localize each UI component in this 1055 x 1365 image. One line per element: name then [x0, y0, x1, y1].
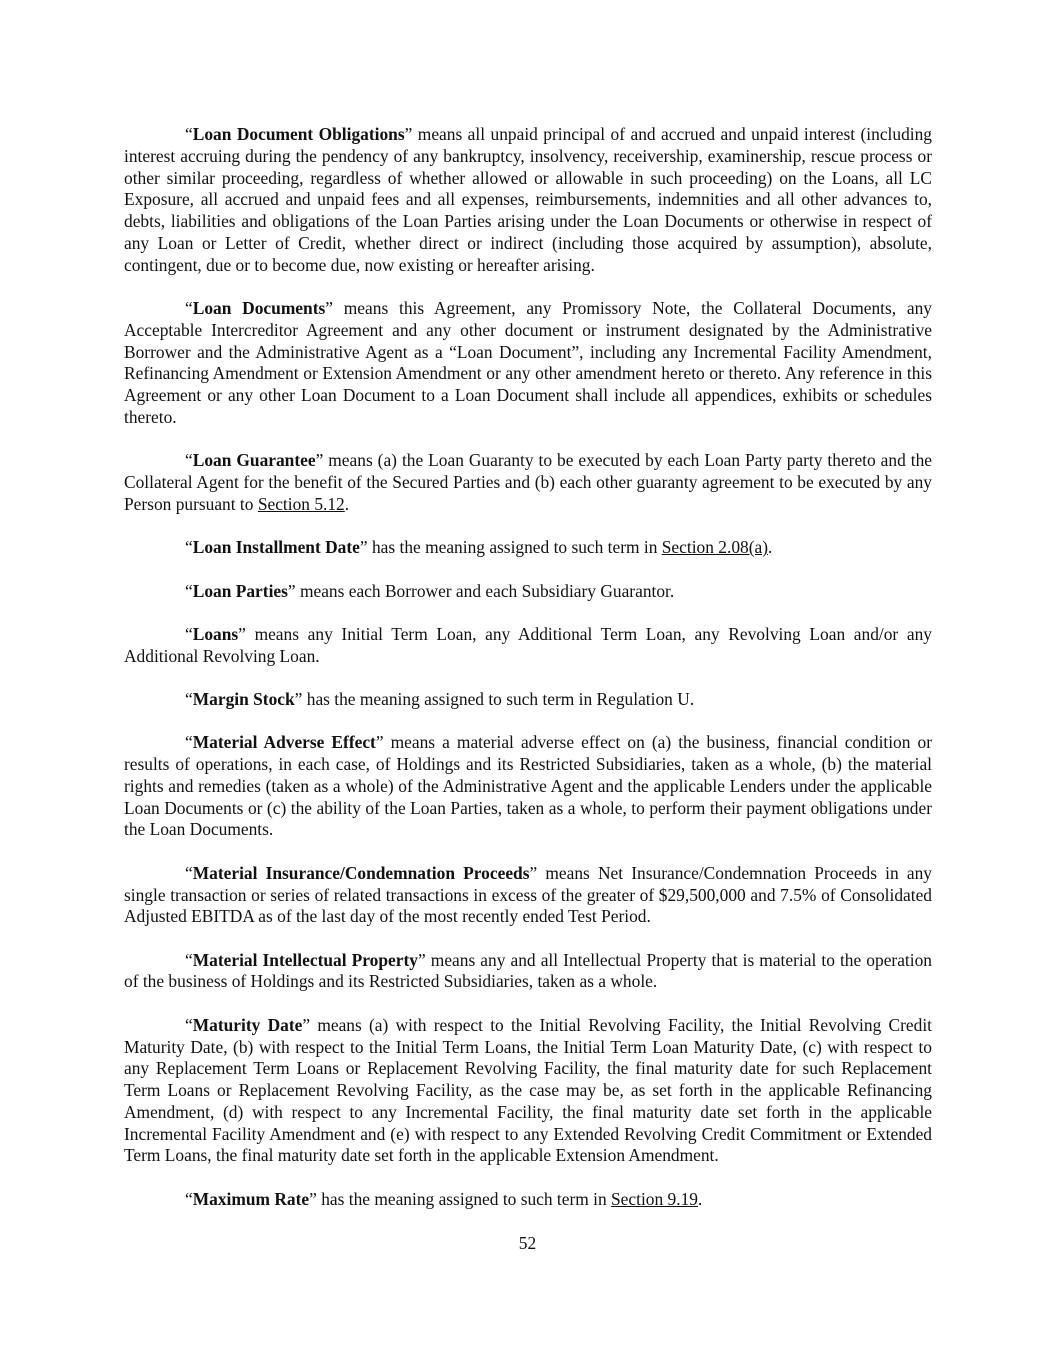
definition-loan-document-obligations: “Loan Document Obligations” means all unpaid principal of and accrued and unpaid interest (including interest accruing during the pendency of any bankruptcy, insolvency, receivership, examinership, rescue process or other similar proceeding, regardless of whether allowed or allowable in such proceeding) on the Loans, all LC Exposure, all accrued and unpaid fees and all expenses, reimbursements, indemnities and all other advances to, debts, liabilities and obligations of the Loan Parties arising under the Loan Documents or otherwise in respect of any Loan or Letter of Credit, whether direct or indirect (including those acquired by assumption), absolute, contingent, due or to become due, now existing or hereafter arising.	[124, 124, 932, 275]
definition-loan-guarantee: “Loan Guarantee” means (a) the Loan Guaranty to be executed by each Loan Party party thereto and the Collateral Agent for the benefit of the Secured Parties and (b) each other guaranty agreement to be executed by any Person pursuant to Section 5.12.	[124, 450, 933, 514]
defined-term: Loan Parties	[192, 580, 288, 601]
definition-text: has the meaning assigned to such term in	[316, 1188, 612, 1209]
definition-text: means any and all Intellectual Property that is material to the operation of the business of Holdings and its Restricted Subsidiaries, taken as a whole.	[124, 949, 932, 992]
defined-term: Maturity Date	[192, 1014, 303, 1035]
section-reference-link[interactable]: Section 9.19	[611, 1188, 698, 1209]
defined-term: Material Adverse Effect	[192, 732, 376, 753]
definition-text: has the meaning assigned to such term in Regulation U.	[302, 688, 695, 709]
document-page	[124, 124, 932, 1232]
definition-material-intellectual-property: “Material Intellectual Property” means any and all Intellectual Property that is material to the operation of the business of Holdings and its Restricted Subsidiaries, taken as a whole.	[124, 949, 932, 992]
section-reference-link[interactable]: Section 2.08(a)	[661, 537, 769, 558]
defined-term: Loan Installment Date	[192, 537, 360, 558]
definition-material-insurance-condemnation-proceeds: “Material Insurance/Condemnation Proceeds” means Net Insurance/Condemnation Proceeds in any single transaction or series of related transactions in excess of the greater of $29,500,000 and 7.5% of Consolidated Adjusted EBITDA as of the last day of the most recently ended Test Period.	[124, 862, 932, 927]
definition-loan-installment-date: “Loan Installment Date” has the meaning assigned to such term in Section 2.08(a).	[185, 537, 773, 558]
definition-text: means any Initial Term Loan, any Additional Term Loan, any Revolving Loan and/or any Additional Revolving Loan.	[124, 623, 932, 666]
definition-margin-stock: “Margin Stock” has the meaning assigned to such term in Regulation U.	[185, 688, 695, 709]
definition-text: means all unpaid principal of and accrued and unpaid interest (including interest accruing during the pendency of any bankruptcy, insolvency, receivership, examinership, rescue process or other similar proceeding, regardless of whether allowed or allowable in such proceeding) on the Loans, all LC Exposure, all accrued and unpaid fees and all expenses, reimbursements, indemnities and all other advances to, debts, liabilities and obligations of the Loan Parties arising under the Loan Documents or otherwise in respect of any Loan or Letter of Credit, whether direct or indirect (including those acquired by assumption), absolute, contingent, due or to become due, now existing or hereafter arising.	[124, 124, 932, 275]
definition-maturity-date: “Maturity Date” means (a) with respect to the Initial Revolving Facility, the Initial Revolving Credit Maturity Date, (b) with respect to the Initial Term Loans, the Initial Term Loan Maturity Date, (c) with respect to any Replacement Term Loans or Replacement Revolving Facility, the final maturity date for such Replacement Term Loans or Replacement Revolving Facility, as the case may be, as set forth in the applicable Refinancing Amendment, (d) with respect to any Incremental Facility, the final maturity date set forth in the applicable Incremental Facility Amendment and (e) with respect to any Extended Revolving Credit Commitment or Extended Term Loans, the final maturity date set forth in the applicable Extension Amendment.	[124, 1014, 932, 1166]
defined-term: Maximum Rate	[192, 1188, 310, 1209]
defined-term: Loan Guarantee	[192, 450, 316, 471]
definition-loan-parties: “Loan Parties” means each Borrower and each Subsidiary Guarantor.	[185, 580, 675, 601]
definition-text: means each Borrower and each Subsidiary Guarantor.	[295, 580, 675, 601]
page-number: 52	[518, 1233, 537, 1253]
defined-term: Loan Document Obligations	[192, 124, 405, 144]
definition-text: means (a) the Loan Guaranty to be executed by each Loan Party party thereto and the Collateral Agent for the benefit of the Secured Parties and (b) each other guaranty agreement to be executed by any Person pursuant to	[124, 450, 933, 514]
section-reference-link[interactable]: Section 5.12	[257, 493, 345, 514]
definition-text: means this Agreement, any Promissory Note, the Collateral Documents, any Acceptable Intercreditor Agreement and any other document or instrument designated by the Administrative Borrower and the Administrative Agent as a “Loan Document”, including any Incremental Facility Amendment, Refinancing Amendment or Extension Amendment or any other amendment hereto or thereto. Any reference in this Agreement or any other Loan Document to a Loan Document shall include all appendices, exhibits or schedules thereto.	[124, 298, 932, 428]
definition-maximum-rate: “Maximum Rate” has the meaning assigned to such term in Section 9.19.	[185, 1188, 703, 1209]
definition-text: has the meaning assigned to such term in	[367, 537, 662, 558]
definition-loan-documents: “Loan Documents” means this Agreement, any Promissory Note, the Collateral Documents, any Acceptable Intercreditor Agreement and any other document or instrument designated by the Administrative Borrower and the Administrative Agent as a “Loan Document”, including any Incremental Facility Amendment, Refinancing Amendment or Extension Amendment or any other amendment hereto or thereto. Any reference in this Agreement or any other Loan Document to a Loan Document shall include all appendices, exhibits or schedules thereto.	[124, 298, 932, 428]
definition-material-adverse-effect: “Material Adverse Effect” means a material adverse effect on (a) the business, financial condition or results of operations, in each case, of Holdings and its Restricted Subsidiaries, taken as a whole, (b) the material rights and remedies (taken as a whole) of the Administrative Agent and the applicable Lenders under the applicable Loan Documents or (c) the ability of the Loan Parties, taken as a whole, to perform their payment obligations under the Loan Documents.	[124, 732, 932, 840]
definition-text: means (a) with respect to the Initial Revolving Facility, the Initial Revolving Credit Maturity Date, (b) with respect to the Initial Term Loans, the Initial Term Loan Maturity Date, (c) with respect to any Replacement Term Loans or Replacement Revolving Facility, the final maturity date for such Replacement Term Loans or Replacement Revolving Facility, as the case may be, as set forth in the applicable Refinancing Amendment, (d) with respect to any Incremental Facility, the final maturity date set forth in the applicable Incremental Facility Amendment and (e) with respect to any Extended Revolving Credit Commitment or Extended Term Loans, the final maturity date set forth in the applicable Extension Amendment.	[124, 1014, 932, 1166]
defined-term: Material Insurance/Condemnation Proceeds	[192, 862, 530, 883]
defined-term: Material Intellectual Property	[192, 949, 418, 970]
definition-text: means a material adverse effect on (a) the business, financial condition or results of operations, in each case, of Holdings and its Restricted Subsidiaries, taken as a whole, (b) the material rights and remedies (taken as a whole) of the Administrative Agent and the applicable Lenders under the applicable Loan Documents or (c) the ability of the Loan Parties, taken as a whole, to perform their payment obligations under the Loan Documents.	[124, 732, 932, 840]
defined-term: Loans	[192, 623, 239, 644]
defined-term: Loan Documents	[192, 298, 326, 319]
defined-term: Margin Stock	[192, 688, 295, 709]
definition-loans: “Loans” means any Initial Term Loan, any Additional Term Loan, any Revolving Loan and/or any Additional Revolving Loan.	[124, 623, 932, 666]
definition-text: means Net Insurance/Condemnation Proceeds in any single transaction or series of related transactions in excess of the greater of $29,500,000 and 7.5% of Consolidated Adjusted EBITDA as of the last day of the most recently ended Test Period.	[124, 862, 932, 927]
